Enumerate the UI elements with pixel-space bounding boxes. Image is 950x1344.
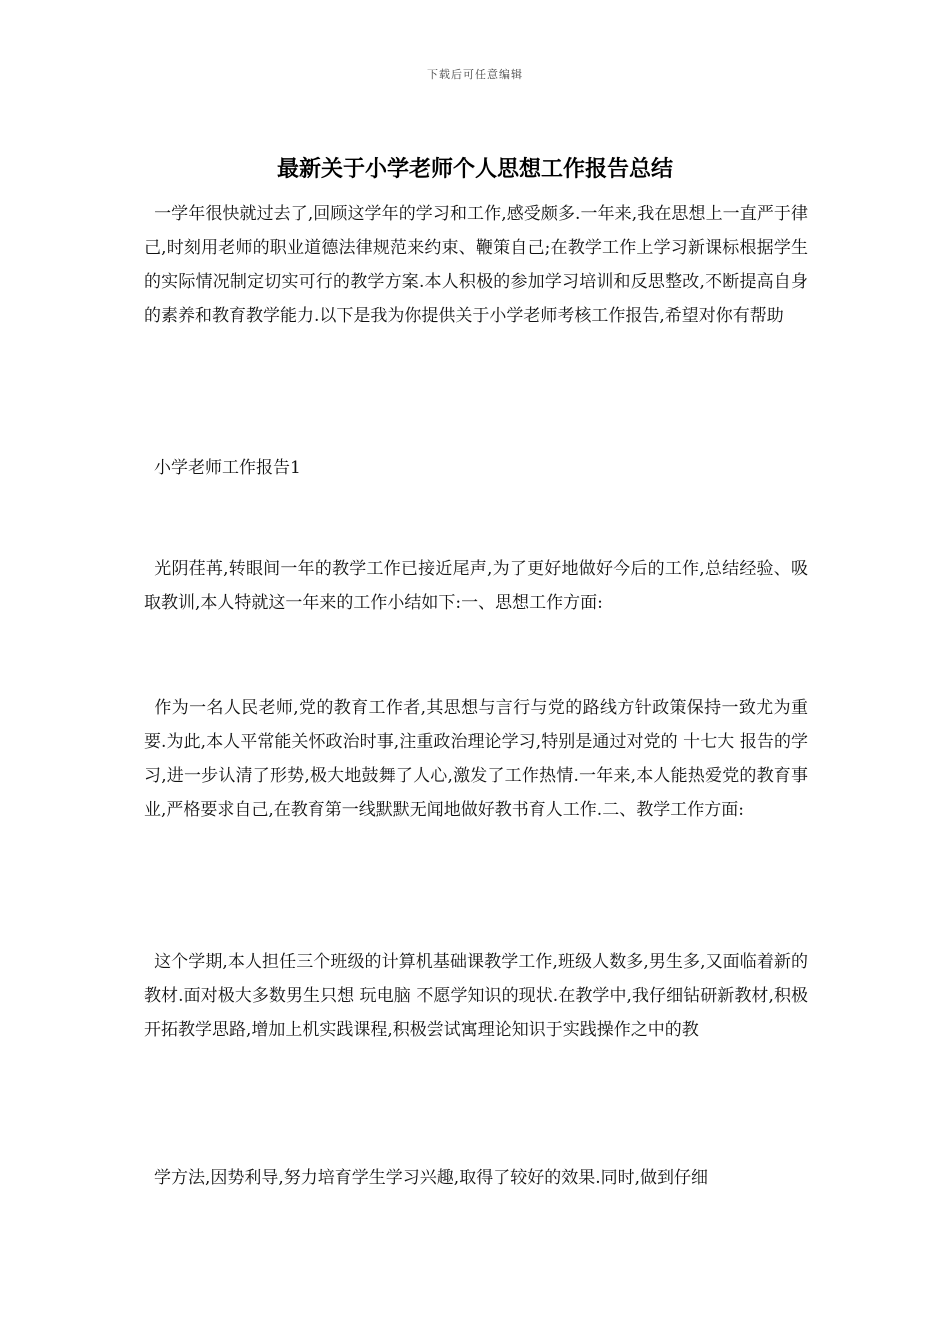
paragraph-text: 这个学期,本人担任三个班级的计算机基础课教学工作,班级人数多,男生多,又面临着新的教材.面对极大多数男生只想 玩电脑 不愿学知识的现状.在教学中,我仔细钻研新教材,积极开拓教学思路,增加上机实践课程,积极尝试寓理论知识于实践操作之中的教 bbox=[144, 952, 808, 1040]
body-paragraph bbox=[144, 691, 808, 827]
section-heading bbox=[144, 451, 808, 485]
header-note: 下载后可任意编辑 bbox=[427, 68, 523, 81]
paragraph-text: 作为一名人民老师,党的教育工作者,其思想与言行与党的路线方针政策保持一致尤为重要.为此,本人平常能关怀政治时事,注重政治理论学习,特别是通过对党的 十七大 报告的学习,进一步认清了形势,极大地鼓舞了人心,激发了工作热情.一年来,本人能热爱党的教育事业,严格要求自己,在教育第一线默默无闻地做好教书育人工作.二、教学工作方面: bbox=[144, 698, 808, 820]
body-paragraph bbox=[144, 945, 808, 1047]
intro-text: 一学年很快就过去了,回顾这学年的学习和工作,感受颇多.一年来,我在思想上一直严于律己,时刻用老师的职业道德法律规范来约束、鞭策自己;在教学工作上学习新课标根据学生的实际情况制定切实可行的教学方案.本人积极的参加学习培训和反思整改,不断提高自身的素养和教育教学能力.以下是我为你提供关于小学老师考核工作报告,希望对你有帮助 bbox=[144, 204, 808, 326]
document-title: 最新关于小学老师个人思想工作报告总结 bbox=[276, 156, 673, 182]
intro-paragraph bbox=[144, 197, 808, 333]
paragraph-text: 光阴荏苒,转眼间一年的教学工作已接近尾声,为了更好地做好今后的工作,总结经验、吸取教训,本人特就这一年来的工作小结如下:一、思想工作方面: bbox=[144, 559, 808, 613]
paragraph-text: 学方法,因势利导,努力培育学生学习兴趣,取得了较好的效果.同时,做到仔细 bbox=[154, 1168, 709, 1188]
body-paragraph bbox=[144, 1161, 808, 1195]
body-paragraph bbox=[144, 552, 808, 620]
section-heading-text: 小学老师工作报告1 bbox=[154, 458, 301, 478]
